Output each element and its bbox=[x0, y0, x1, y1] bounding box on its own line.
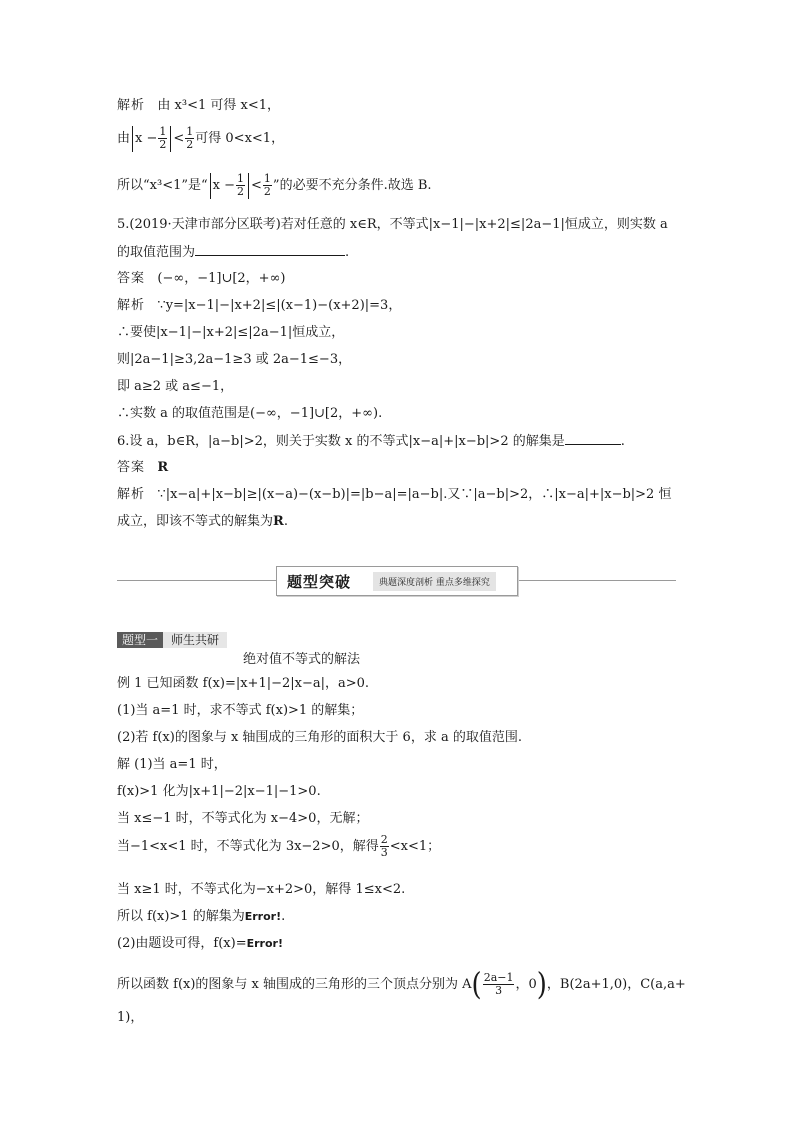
type-tag-label: 师生共研 bbox=[163, 632, 227, 648]
type-tag-number: 题型一 bbox=[117, 632, 163, 648]
ex1-solution-line-6 bbox=[117, 908, 285, 926]
text: . bbox=[345, 245, 350, 260]
answer-label: 答案 bbox=[117, 271, 146, 286]
answer-value: (−∞，−1]∪[2，+∞) bbox=[157, 271, 286, 286]
text: (2)由题设可得，f(x)= bbox=[117, 936, 247, 951]
text: <x<1； bbox=[389, 839, 441, 854]
ex1-solution-line-2: f(x)>1 化为|x+1|−2|x−1|−1>0. bbox=[117, 784, 321, 799]
numerator: 1 bbox=[159, 125, 167, 138]
q5-question-line-2 bbox=[117, 243, 349, 262]
denominator: 2 bbox=[237, 185, 245, 198]
solution-label: 解析 bbox=[117, 487, 146, 502]
text: R bbox=[273, 514, 284, 529]
numerator: 1 bbox=[263, 172, 271, 185]
fraction bbox=[263, 173, 272, 198]
text: < bbox=[173, 131, 185, 146]
abs-bar bbox=[132, 126, 133, 152]
text: x − bbox=[212, 178, 236, 193]
ex1-solution-line-7 bbox=[117, 935, 283, 953]
fraction bbox=[158, 126, 167, 151]
text: ∵|x−a|+|x−b|≥|(x−a)−(x−b)|=|b−a|=|a−b|.又∵|a−b|>2，∴|x−a|+|x−b|>2 恒 bbox=[157, 487, 672, 502]
denominator: 2 bbox=[159, 138, 167, 151]
ex1-solution-line-4 bbox=[117, 832, 440, 862]
banner-rule-right bbox=[517, 580, 676, 581]
numerator: 1 bbox=[237, 172, 245, 185]
text: 所以函数 f(x)的图象与 x 轴围成的三角形的三个顶点分别为 A bbox=[117, 977, 472, 992]
denominator: 2 bbox=[186, 138, 194, 151]
text: ，0 bbox=[515, 977, 537, 992]
ex1-question-line-3: (2)若 f(x)的图象与 x 轴围成的三角形的面积大于 6，求 a 的取值范围. bbox=[117, 730, 522, 745]
answer-value: R bbox=[157, 460, 169, 475]
fraction bbox=[236, 173, 245, 198]
q6-solution-line-2 bbox=[117, 513, 288, 531]
denominator: 3 bbox=[380, 846, 388, 859]
numerator: 2 bbox=[380, 833, 388, 846]
q4-solution-line-2 bbox=[117, 124, 284, 154]
q5-solution-line-5: ∴实数 a 的取值范围是(−∞，−1]∪[2，+∞). bbox=[117, 406, 383, 421]
solution-label: 解析 bbox=[117, 298, 146, 313]
text: 所以“x³<1”是“ bbox=[117, 178, 208, 193]
q5-question-line-1: 5.(2019·天津市部分区联考)若对任意的 x∈R，不等式|x−1|−|x+2|≤|2a−1|恒成立，则实数 a bbox=[117, 217, 668, 232]
q5-solution-line-4: 即 a≥2 或 a≤−1， bbox=[117, 379, 234, 394]
text: x − bbox=[135, 131, 158, 146]
error-placeholder: Error! bbox=[244, 910, 282, 923]
solution-label: 解析 bbox=[117, 98, 146, 113]
q5-solution-line-1 bbox=[117, 297, 401, 315]
abs-bar bbox=[248, 173, 249, 199]
fraction bbox=[185, 126, 194, 151]
text: ∵y=|x−1|−|x+2|≤|(x−1)−(x+2)|=3， bbox=[157, 298, 402, 313]
ex1-question-line-2: (1)当 a=1 时，求不等式 f(x)>1 的解集； bbox=[117, 703, 364, 718]
banner-rule-left bbox=[117, 580, 276, 581]
error-placeholder: Error! bbox=[246, 937, 283, 950]
q5-solution-line-3: 则|2a−1|≥3,2a−1≥3 或 2a−1≤−3， bbox=[117, 352, 352, 367]
numerator: 1 bbox=[186, 125, 194, 138]
text: . bbox=[283, 514, 288, 529]
text: 可得 0<x<1， bbox=[195, 131, 285, 146]
text: 成立，即该不等式的解集为 bbox=[117, 514, 274, 529]
q5-solution-line-2: ∴要使|x−1|−|x+2|≤|2a−1|恒成立， bbox=[117, 325, 345, 340]
left-paren: ( bbox=[471, 966, 482, 1003]
q4-solution-line-3 bbox=[117, 171, 432, 201]
abs-bar bbox=[170, 126, 171, 152]
section-banner bbox=[276, 566, 518, 596]
text: < bbox=[251, 178, 262, 193]
type-title: 绝对值不等式的解法 bbox=[243, 652, 361, 667]
q6-question bbox=[117, 432, 625, 451]
text: 所以 f(x)>1 的解集为 bbox=[117, 909, 245, 924]
numerator: 2a−1 bbox=[483, 971, 514, 984]
q4-solution-line-1 bbox=[117, 97, 280, 115]
q6-answer bbox=[117, 459, 168, 477]
ex1-solution-line-8 bbox=[117, 968, 686, 1002]
text: ，B(2a+1,0)，C(a,a+ bbox=[546, 977, 686, 992]
text: 由 bbox=[117, 131, 131, 146]
denominator: 2 bbox=[263, 185, 271, 198]
answer-label: 答案 bbox=[117, 460, 146, 475]
denominator: 3 bbox=[495, 984, 503, 997]
ex1-question-line-1: 例 1 已知函数 f(x)=|x+1|−2|x−a|，a>0. bbox=[117, 676, 370, 691]
abs-bar bbox=[210, 173, 211, 199]
text: 6.设 a，b∈R，|a−b|>2，则关于实数 x 的不等式|x−a|+|x−b|>2 的解集是 bbox=[117, 434, 565, 449]
text: ”的必要不充分条件.故选 B. bbox=[272, 178, 432, 193]
fraction bbox=[380, 834, 389, 859]
banner-title: 题型突破 bbox=[287, 572, 352, 591]
ex1-solution-line-9: 1)， bbox=[117, 1010, 144, 1025]
answer-blank bbox=[565, 432, 621, 445]
text: . bbox=[281, 909, 286, 924]
text: 当−1<x<1 时，不等式化为 3x−2>0，解得 bbox=[117, 839, 379, 854]
text: 的取值范围为 bbox=[117, 245, 196, 260]
text: 由 x³<1 可得 x<1， bbox=[157, 98, 281, 113]
right-paren: ) bbox=[536, 966, 547, 1003]
ex1-solution-line-3: 当 x≤−1 时，不等式化为 x−4>0，无解； bbox=[117, 811, 369, 826]
answer-blank bbox=[195, 243, 345, 256]
q5-answer bbox=[117, 270, 285, 288]
banner-subtitle: 典题深度剖析 重点多维探究 bbox=[373, 572, 496, 591]
q6-solution-line-1 bbox=[117, 486, 671, 504]
text: . bbox=[620, 434, 625, 449]
ex1-solution-line-1: 解 (1)当 a=1 时， bbox=[117, 757, 227, 772]
fraction bbox=[483, 972, 515, 997]
ex1-solution-line-5: 当 x≥1 时，不等式化为−x+2>0，解得 1≤x<2. bbox=[117, 882, 406, 897]
type-tag bbox=[117, 632, 227, 648]
